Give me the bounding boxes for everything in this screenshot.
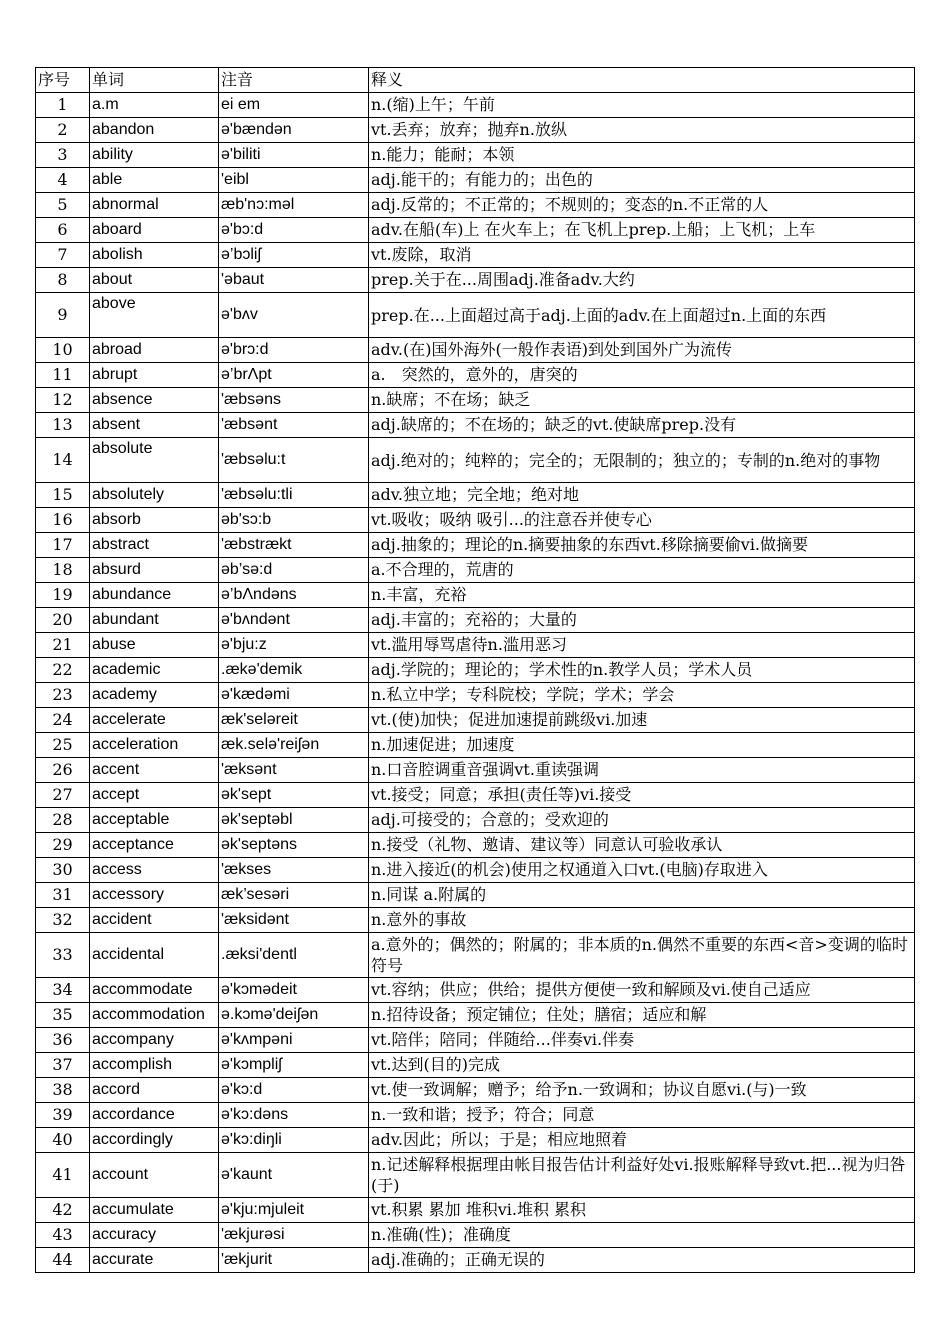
row-index: 43 bbox=[36, 1223, 90, 1248]
table-row bbox=[36, 413, 915, 438]
row-index: 31 bbox=[36, 883, 90, 908]
header-phonetic: 注音 bbox=[219, 68, 369, 93]
table-row bbox=[36, 1028, 915, 1053]
row-phonetic: ə'bju:z bbox=[219, 633, 369, 658]
row-definition: vt.陪伴；陪同；伴随给...伴奏vi.伴奏 bbox=[369, 1028, 915, 1053]
row-phonetic: .ækə'demik bbox=[219, 658, 369, 683]
table-row bbox=[36, 168, 915, 193]
row-phonetic: ə.kɔmə'deiʃən bbox=[219, 1003, 369, 1028]
table-row bbox=[36, 708, 915, 733]
row-definition: adv.因此；所以；于是；相应地照着 bbox=[369, 1128, 915, 1153]
row-phonetic: ə’bɔliʃ bbox=[219, 243, 369, 268]
row-phonetic: 'əbaut bbox=[219, 268, 369, 293]
row-word: able bbox=[90, 168, 219, 193]
row-phonetic: 'æbsəlu:tli bbox=[219, 483, 369, 508]
row-definition: adj.缺席的；不在场的；缺乏的vt.使缺席prep.没有 bbox=[369, 413, 915, 438]
row-word: abnormal bbox=[90, 193, 219, 218]
row-phonetic: ək'septəns bbox=[219, 833, 369, 858]
row-definition: vt.吸收；吸纳 吸引...的注意吞并使专心 bbox=[369, 508, 915, 533]
row-word: abundant bbox=[90, 608, 219, 633]
row-index: 22 bbox=[36, 658, 90, 683]
row-word: acceleration bbox=[90, 733, 219, 758]
row-definition: n.口音腔调重音强调vt.重读强调 bbox=[369, 758, 915, 783]
row-phonetic: ə’bΛndəns bbox=[219, 583, 369, 608]
row-index: 28 bbox=[36, 808, 90, 833]
row-definition: adj.抽象的；理论的n.摘要抽象的东西vt.移除摘要偷vi.做摘要 bbox=[369, 533, 915, 558]
row-word: above bbox=[90, 293, 219, 338]
row-phonetic: 'æbsəlu:t bbox=[219, 438, 369, 483]
row-definition: vt.容纳；供应；供给；提供方便使一致和解顾及vi.使自己适应 bbox=[369, 978, 915, 1003]
row-word: aboard bbox=[90, 218, 219, 243]
row-phonetic: 'æbstrækt bbox=[219, 533, 369, 558]
row-index: 7 bbox=[36, 243, 90, 268]
row-word: acceptable bbox=[90, 808, 219, 833]
row-phonetic: æk'seləreit bbox=[219, 708, 369, 733]
row-phonetic: ə’brΛpt bbox=[219, 363, 369, 388]
header-word: 单词 bbox=[90, 68, 219, 93]
row-word: accident bbox=[90, 908, 219, 933]
table-row bbox=[36, 933, 915, 978]
row-word: absent bbox=[90, 413, 219, 438]
row-index: 5 bbox=[36, 193, 90, 218]
table-row bbox=[36, 118, 915, 143]
table-row bbox=[36, 1128, 915, 1153]
table-row bbox=[36, 558, 915, 583]
row-definition: adj.反常的；不正常的；不规则的；变态的n.不正常的人 bbox=[369, 193, 915, 218]
row-word: account bbox=[90, 1153, 219, 1198]
row-word: access bbox=[90, 858, 219, 883]
row-phonetic: ək'septəbl bbox=[219, 808, 369, 833]
row-definition: a.不合理的，荒唐的 bbox=[369, 558, 915, 583]
table-row bbox=[36, 93, 915, 118]
table-row bbox=[36, 388, 915, 413]
row-definition: adj.学院的；理论的；学术性的n.教学人员；学术人员 bbox=[369, 658, 915, 683]
row-phonetic: ə'bændən bbox=[219, 118, 369, 143]
row-index: 6 bbox=[36, 218, 90, 243]
table-row bbox=[36, 883, 915, 908]
row-definition: n.加速促进；加速度 bbox=[369, 733, 915, 758]
row-definition: n.(缩)上午；午前 bbox=[369, 93, 915, 118]
row-index: 33 bbox=[36, 933, 90, 978]
row-definition: adj.绝对的；纯粹的；完全的；无限制的；独立的；专制的n.绝对的事物 bbox=[369, 438, 915, 483]
table-row bbox=[36, 1053, 915, 1078]
row-phonetic: ə'kaunt bbox=[219, 1153, 369, 1198]
row-word: abrupt bbox=[90, 363, 219, 388]
row-index: 12 bbox=[36, 388, 90, 413]
table-row bbox=[36, 833, 915, 858]
row-index: 17 bbox=[36, 533, 90, 558]
row-index: 36 bbox=[36, 1028, 90, 1053]
table-row bbox=[36, 908, 915, 933]
table-row bbox=[36, 1003, 915, 1028]
row-phonetic: ei em bbox=[219, 93, 369, 118]
row-phonetic: ə'kʌmpəni bbox=[219, 1028, 369, 1053]
row-word: accommodate bbox=[90, 978, 219, 1003]
row-definition: n.接受（礼物、邀请、建议等）同意认可验收承认 bbox=[369, 833, 915, 858]
row-word: absurd bbox=[90, 558, 219, 583]
row-index: 30 bbox=[36, 858, 90, 883]
row-definition: adv.(在)国外海外(一般作表语)到处到国外广为流传 bbox=[369, 338, 915, 363]
table-row bbox=[36, 293, 915, 338]
row-word: accessory bbox=[90, 883, 219, 908]
row-phonetic: ə'kɔ:dəns bbox=[219, 1103, 369, 1128]
row-word: abandon bbox=[90, 118, 219, 143]
row-word: accordingly bbox=[90, 1128, 219, 1153]
row-definition: n.同谋 a.附属的 bbox=[369, 883, 915, 908]
row-phonetic: 'æbsənt bbox=[219, 413, 369, 438]
row-phonetic: æb'nɔ:məl bbox=[219, 193, 369, 218]
header-row bbox=[36, 68, 915, 93]
row-definition: adj.丰富的；充裕的；大量的 bbox=[369, 608, 915, 633]
row-index: 41 bbox=[36, 1153, 90, 1198]
header-index: 序号 bbox=[36, 68, 90, 93]
row-definition: n.进入接近(的机会)使用之权通道入口vt.(电脑)存取进入 bbox=[369, 858, 915, 883]
row-phonetic: ə'biliti bbox=[219, 143, 369, 168]
row-word: ability bbox=[90, 143, 219, 168]
row-definition: vt.废除，取消 bbox=[369, 243, 915, 268]
row-definition: a.意外的；偶然的；附属的；非本质的n.偶然不重要的东西<音>变调的临时符号 bbox=[369, 933, 915, 978]
row-index: 27 bbox=[36, 783, 90, 808]
table-row bbox=[36, 363, 915, 388]
row-index: 8 bbox=[36, 268, 90, 293]
row-word: accent bbox=[90, 758, 219, 783]
row-phonetic: 'æbsəns bbox=[219, 388, 369, 413]
row-word: accuracy bbox=[90, 1223, 219, 1248]
row-word: absolutely bbox=[90, 483, 219, 508]
row-word: abstract bbox=[90, 533, 219, 558]
table-row bbox=[36, 533, 915, 558]
row-definition: adv.在船(车)上 在火车上；在飞机上prep.上船；上飞机；上车 bbox=[369, 218, 915, 243]
row-word: abundance bbox=[90, 583, 219, 608]
row-definition: adv.独立地；完全地；绝对地 bbox=[369, 483, 915, 508]
row-definition: vt.接受；同意；承担(责任等)vi.接受 bbox=[369, 783, 915, 808]
row-phonetic: 'ækjurit bbox=[219, 1248, 369, 1273]
row-index: 23 bbox=[36, 683, 90, 708]
row-phonetic: ə'brɔ:d bbox=[219, 338, 369, 363]
row-index: 37 bbox=[36, 1053, 90, 1078]
table-row bbox=[36, 858, 915, 883]
row-phonetic: ə'kɔmədeit bbox=[219, 978, 369, 1003]
row-phonetic: æk’sesəri bbox=[219, 883, 369, 908]
table-row bbox=[36, 1198, 915, 1223]
row-phonetic: 'æksənt bbox=[219, 758, 369, 783]
row-index: 40 bbox=[36, 1128, 90, 1153]
row-word: absence bbox=[90, 388, 219, 413]
row-phonetic: ə'kædəmi bbox=[219, 683, 369, 708]
table-row bbox=[36, 1078, 915, 1103]
row-index: 29 bbox=[36, 833, 90, 858]
header-definition: 释义 bbox=[369, 68, 915, 93]
table-row bbox=[36, 338, 915, 363]
table-row bbox=[36, 218, 915, 243]
row-phonetic: 'eibl bbox=[219, 168, 369, 193]
table-row bbox=[36, 783, 915, 808]
row-phonetic: æk.selə'reiʃən bbox=[219, 733, 369, 758]
row-definition: n.意外的事故 bbox=[369, 908, 915, 933]
row-index: 18 bbox=[36, 558, 90, 583]
row-index: 25 bbox=[36, 733, 90, 758]
table-row bbox=[36, 978, 915, 1003]
row-index: 21 bbox=[36, 633, 90, 658]
row-definition: vt.丢弃；放弃；抛弃n.放纵 bbox=[369, 118, 915, 143]
row-word: accumulate bbox=[90, 1198, 219, 1223]
row-definition: n.招待设备；预定铺位；住处；膳宿；适应和解 bbox=[369, 1003, 915, 1028]
row-definition: n.能力；能耐；本领 bbox=[369, 143, 915, 168]
table-row bbox=[36, 1153, 915, 1198]
row-index: 42 bbox=[36, 1198, 90, 1223]
row-index: 10 bbox=[36, 338, 90, 363]
table-row bbox=[36, 1103, 915, 1128]
table-row bbox=[36, 733, 915, 758]
row-definition: adj.可接受的；合意的；受欢迎的 bbox=[369, 808, 915, 833]
row-phonetic: ə'kju:mjuleit bbox=[219, 1198, 369, 1223]
row-index: 9 bbox=[36, 293, 90, 338]
table-row bbox=[36, 758, 915, 783]
row-word: academic bbox=[90, 658, 219, 683]
row-phonetic: ə'bɔ:d bbox=[219, 218, 369, 243]
table-row bbox=[36, 268, 915, 293]
table-row bbox=[36, 1223, 915, 1248]
row-word: absorb bbox=[90, 508, 219, 533]
row-definition: vt.滥用辱骂虐待n.滥用恶习 bbox=[369, 633, 915, 658]
row-word: abolish bbox=[90, 243, 219, 268]
row-word: accompany bbox=[90, 1028, 219, 1053]
row-word: abroad bbox=[90, 338, 219, 363]
table-row bbox=[36, 608, 915, 633]
row-phonetic: ə'kɔ:diŋli bbox=[219, 1128, 369, 1153]
row-definition: prep.在...上面超过高于adj.上面的adv.在上面超过n.上面的东西 bbox=[369, 293, 915, 338]
table-row bbox=[36, 633, 915, 658]
row-definition: adj.能干的；有能力的；出色的 bbox=[369, 168, 915, 193]
row-word: accurate bbox=[90, 1248, 219, 1273]
row-phonetic: 'ækses bbox=[219, 858, 369, 883]
table-row bbox=[36, 683, 915, 708]
row-word: absolute bbox=[90, 438, 219, 483]
row-phonetic: ə'kɔ:d bbox=[219, 1078, 369, 1103]
table-row bbox=[36, 483, 915, 508]
row-index: 26 bbox=[36, 758, 90, 783]
row-index: 3 bbox=[36, 143, 90, 168]
row-definition: prep.关于在...周围adj.准备adv.大约 bbox=[369, 268, 915, 293]
row-index: 1 bbox=[36, 93, 90, 118]
table-row bbox=[36, 438, 915, 483]
row-word: abuse bbox=[90, 633, 219, 658]
row-index: 11 bbox=[36, 363, 90, 388]
table-row bbox=[36, 583, 915, 608]
row-phonetic: .æksi'dentl bbox=[219, 933, 369, 978]
table-row bbox=[36, 808, 915, 833]
row-word: accommodation bbox=[90, 1003, 219, 1028]
row-definition: adj.准确的；正确无误的 bbox=[369, 1248, 915, 1273]
row-word: accord bbox=[90, 1078, 219, 1103]
row-index: 4 bbox=[36, 168, 90, 193]
row-phonetic: ə'kɔmpliʃ bbox=[219, 1053, 369, 1078]
row-definition: n.丰富，充裕 bbox=[369, 583, 915, 608]
row-index: 24 bbox=[36, 708, 90, 733]
row-definition: vt.使一致调解；赠予；给予n.一致调和；协议自愿vi.(与)一致 bbox=[369, 1078, 915, 1103]
row-phonetic: ə'bʌndənt bbox=[219, 608, 369, 633]
table-row bbox=[36, 508, 915, 533]
row-definition: n.准确(性)；准确度 bbox=[369, 1223, 915, 1248]
row-definition: vt.(使)加快；促进加速提前跳级vi.加速 bbox=[369, 708, 915, 733]
row-definition: n.一致和谐；授予；符合；同意 bbox=[369, 1103, 915, 1128]
row-phonetic: 'æksidənt bbox=[219, 908, 369, 933]
row-index: 15 bbox=[36, 483, 90, 508]
row-word: accept bbox=[90, 783, 219, 808]
row-word: acceptance bbox=[90, 833, 219, 858]
row-definition: n.私立中学；专科院校；学院；学术；学会 bbox=[369, 683, 915, 708]
row-index: 39 bbox=[36, 1103, 90, 1128]
row-definition: vt.达到(目的)完成 bbox=[369, 1053, 915, 1078]
table-row bbox=[36, 143, 915, 168]
row-phonetic: ə'bʌv bbox=[219, 293, 369, 338]
row-word: about bbox=[90, 268, 219, 293]
row-phonetic: əb’sə:d bbox=[219, 558, 369, 583]
table-row bbox=[36, 243, 915, 268]
row-index: 16 bbox=[36, 508, 90, 533]
row-word: accordance bbox=[90, 1103, 219, 1128]
row-phonetic: 'ækjurəsi bbox=[219, 1223, 369, 1248]
row-word: accelerate bbox=[90, 708, 219, 733]
row-index: 19 bbox=[36, 583, 90, 608]
table-row bbox=[36, 193, 915, 218]
row-word: a.m bbox=[90, 93, 219, 118]
row-index: 2 bbox=[36, 118, 90, 143]
row-word: accomplish bbox=[90, 1053, 219, 1078]
row-word: academy bbox=[90, 683, 219, 708]
table-row bbox=[36, 1248, 915, 1273]
row-phonetic: ək'sept bbox=[219, 783, 369, 808]
row-index: 35 bbox=[36, 1003, 90, 1028]
table-row bbox=[36, 658, 915, 683]
row-index: 32 bbox=[36, 908, 90, 933]
row-index: 20 bbox=[36, 608, 90, 633]
row-index: 13 bbox=[36, 413, 90, 438]
row-index: 34 bbox=[36, 978, 90, 1003]
row-word: accidental bbox=[90, 933, 219, 978]
row-definition: n.缺席；不在场；缺乏 bbox=[369, 388, 915, 413]
row-definition: vt.积累 累加 堆积vi.堆积 累积 bbox=[369, 1198, 915, 1223]
vocabulary-table bbox=[35, 67, 915, 1273]
row-index: 44 bbox=[36, 1248, 90, 1273]
row-definition: a. 突然的，意外的，唐突的 bbox=[369, 363, 915, 388]
row-index: 38 bbox=[36, 1078, 90, 1103]
row-index: 14 bbox=[36, 438, 90, 483]
row-definition: n.记述解释根据理由帐目报告估计利益好处vi.报账解释导致vt.把...视为归咎(于) bbox=[369, 1153, 915, 1198]
row-phonetic: əb'sɔ:b bbox=[219, 508, 369, 533]
